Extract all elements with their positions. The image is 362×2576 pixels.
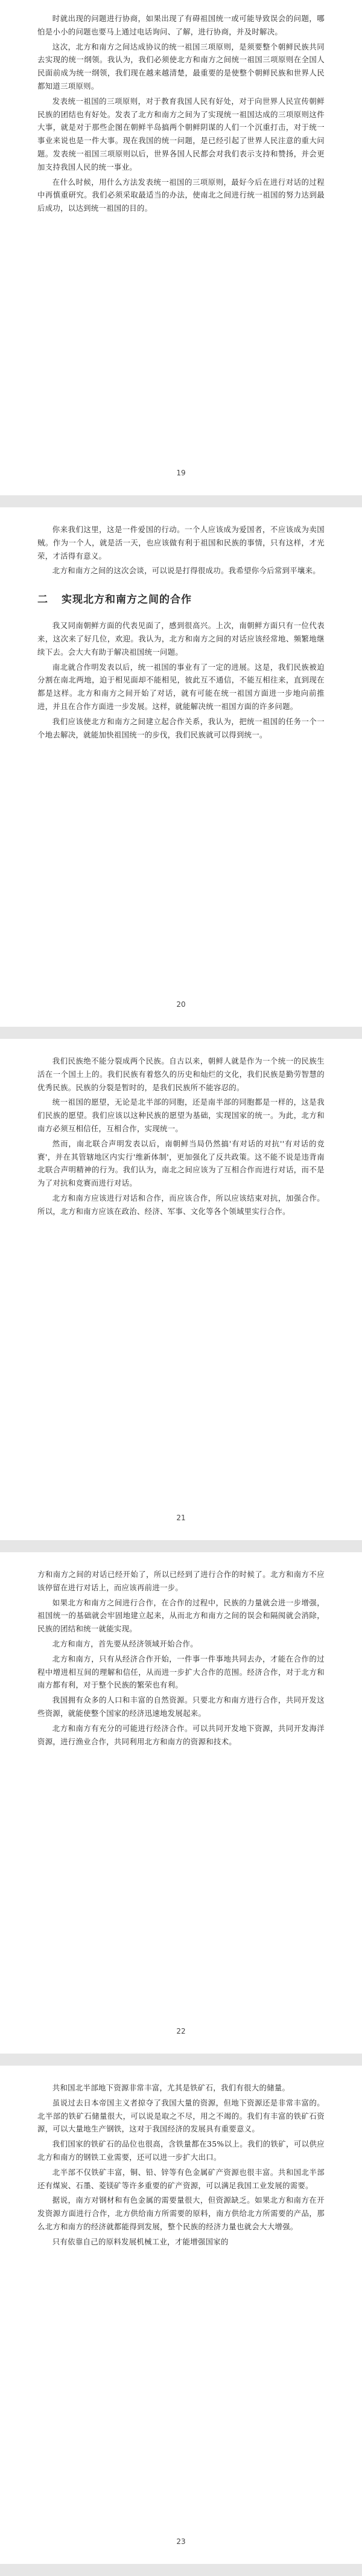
- page-body: [0, 1552, 362, 1748]
- page-20: [0, 507, 362, 1027]
- paragraph: 发表统一祖国的三项原则，对于教育我国人民有好处，对于向世界人民宣传朝鲜民族的团结也有好处。发表了北方和南方之间为了实现统一祖国达成的三项原则这件大事，就是对于那些企图在朝鲜半岛搞两个朝鲜阴谋的人们一个沉重打击，对于统一事业来说也是一件大事。现在我国的统一问题，是已经引起了世界人民注意的重大问题。发表统一祖国三项原则以后，世界各国人民都会对我们表示支持和赞扬，并会更加支持我国人民的统一事业。: [37, 96, 325, 172]
- paragraph: 我国拥有众多的人口和丰富的自然资源。只要北方和南方进行合作，共同开发这些资源，就能使整个国家的经济迅速地发展起来。: [37, 1695, 325, 1718]
- page-23: [0, 2066, 362, 2564]
- page-22: [0, 1552, 362, 2054]
- paragraph: 我又同南朝鲜方面的代表见面了，感到很高兴。上次，南朝鲜方面只有一位代表来，这次来了好几位，欢迎。我认为，北方和南方之间的对话应该经常地、频繁地继续下去。会大大有助于解决祖国统一问题。: [37, 621, 325, 657]
- paragraph: 北方和南方之间的这次会谈，可以说是打得很成功。我希望你今后常到平壤来。: [52, 566, 320, 576]
- paragraph: 在什么时候，用什么方法发表统一祖国的三项原则，最好今后在进行对话的过程中再慎重研究。我们必须采取最适当的办法，使南北之间进行统一祖国的努力达到最后成功，以达到统一祖国的目的。: [37, 177, 325, 213]
- page-body: [0, 507, 362, 741]
- paragraph: 虽说过去日本帝国主义者掠夺了我国大量的资源，但地下资源还是非常丰富的。北半部的铁矿石储量很大，可以说是取之不尽，用之不竭的。我们有丰富的铁矿石资源，可以大量地生产钢铁，这对于我国经济的发展具有重要意义。: [37, 2098, 325, 2134]
- paragraph: 你来我们这里，这是一件爱国的行动。一个人应该成为爱国者，不应该成为卖国贼。作为一个人，就是活一天，也应该做有利于祖国和民族的事情，只有这样，才光荣，才活得有意义。: [37, 525, 325, 560]
- paragraph: 北方和南方有充分的可能进行经济合作。可以共同开发地下资源，共同开发海洋资源，进行渔业合作，共同利用北方和南方的资源和技术。: [37, 1723, 325, 1746]
- page-number: 19: [176, 469, 186, 477]
- page-gap: [0, 1027, 362, 1039]
- paragraph: 共和国北半部地下资源非常丰富，尤其是铁矿石，我们有很大的储量。: [52, 2083, 290, 2092]
- page-body: [0, 2066, 362, 2249]
- paragraph: 北方和南方，只有从经济合作开始，一件事一件事地共同去办，才能在合作的过程中增进相互间的理解和信任，从而进一步扩大合作的范围。经济合作，对于北方和南方都有利，对于整个民族的繁荣也有利。: [37, 1654, 325, 1690]
- paragraph: 我们国家的铁矿石的品位也很高，含铁量都在35%以上。我们的铁矿，可以供应北方和南方的钢铁工业需要，还可以进一步扩大出口。: [37, 2139, 325, 2162]
- page-body: [0, 0, 362, 215]
- paragraph: 这次，北方和南方之间达成协议的统一祖国三项原则，是须要整个朝鲜民族共同去实现的统一纲领。我认为，我们必须使北方和南方之间统一祖国三项原则在全国人民面前成为统一纲领，我们现在越来越清楚，最重要的是使整个朝鲜民族和世界人民都知道三项原则。: [37, 42, 325, 91]
- section-heading: [37, 591, 325, 606]
- paragraph: 南北就合作明发表以后，统一祖国的事业有了一定的进展。这是，我们民族被迫分割在南北两地，迫于相见面却不能相见，彼此互不通信，不能互相往来，直到现在都是这样。北方和南方之间开始了对话，就有可能在统一祖国方面进一步地向前推进，并且在合作方面进一步发展。这样，就能解决统一祖国方面的许多问题。: [37, 662, 325, 711]
- paragraph: 据说，南方对钢材和有色金属的需要量很大，但资源缺乏。如果北方和南方在开发资源方面进行合作，北方供给南方所需要的原料，南方供给北方所需要的产品，那么北方和南方的经济就都能得到发展，整个民族的经济力量也就会大大增强。: [37, 2195, 325, 2231]
- page-number: 23: [176, 2537, 186, 2546]
- paragraph: 我们应该使北方和南方之间建立起合作关系，我认为，把统一祖国的任务一个一个地去解决，就能加快祖国统一的步伐，我们民族就可以得到统一。: [37, 716, 325, 739]
- paragraph: 方和南方之间的对话已经开始了，所以已经到了进行合作的时候了。北方和南方不应该停留在进行对话上，而应该再前进一步。: [37, 1570, 325, 1592]
- paragraph: 北半部不仅铁矿丰富，铜、铅、锌等有色金属矿产资源也很丰富。共和国北半部还有煤炭、石墨、菱镁矿等许多重要的矿产资源，可以满足我国工业发展的需要。: [37, 2167, 325, 2190]
- page-number: 21: [176, 1514, 186, 1522]
- page-21: [0, 1039, 362, 1540]
- paragraph: 然而，南北联合声明发表以后，南朝鲜当局仍然搞'有对话的对抗''有对话的竞赛'，并在其管辖地区内实行'维新体制'，更加强化了反共政策。这不能不说是违背南北联合声明精神的行为。我们认为，南北之间应该为了互相合作而进行对话，而不是为了对抗和竞赛而进行对话。: [37, 1139, 325, 1188]
- paragraph: 我们民族绝不能分裂成两个民族。自古以来，朝鲜人就是作为一个统一的民族生活在一个国土上的。我们民族有着悠久的历史和灿烂的文化，我们民族是勤劳智慧的优秀民族。民族的分裂是暂时的，是我们民族所不能容忍的。: [37, 1056, 325, 1092]
- paragraph: 只有依靠自己的原料发展机械工业，才能增强国家的: [52, 2237, 229, 2246]
- paragraph: 时就出现的问题进行协商，如果出现了有碍祖国统一或可能导致误会的问题，哪怕是小小的问题也要马上通过电话询问、了解，进行协商，并及时解决。: [37, 14, 325, 36]
- page-19: [0, 0, 362, 495]
- page-gap: [0, 2054, 362, 2066]
- page-gap: [0, 1540, 362, 1552]
- section-number: 二: [37, 594, 48, 606]
- page-gap: [0, 495, 362, 507]
- paragraph: 如果北方和南方之间进行合作，在合作的过程中，民族的力量就会进一步增强，祖国统一的基础就会牢固地建立起来，从而北方和南方之间的误会和隔阂就会消除，民族的团结和统一就能实现。: [37, 1598, 325, 1634]
- page-number: 22: [176, 2027, 186, 2035]
- paragraph: 北方和南方应该进行对话和合作，而应该合作，所以应该结束对抗，加强合作。所以，北方和南方应该在政治、经济、军事、文化等各个领域里实行合作。: [37, 1193, 325, 1216]
- paragraph: 北方和南方，首先要从经济领域开始合作。: [52, 1639, 198, 1648]
- page-number: 20: [176, 1000, 186, 1009]
- paragraph: 统一祖国的愿望，无论是北半部的同胞，还是南半部的同胞都是一样的，这是我们民族的愿望。我们应该以这种民族的愿望为基础，实现国家的统一。为此，北方和南方必须互相信任，互相合作，实现统一。: [37, 1097, 325, 1133]
- section-title: 实现北方和南方之间的合作: [62, 594, 192, 606]
- page-body: [0, 1039, 362, 1218]
